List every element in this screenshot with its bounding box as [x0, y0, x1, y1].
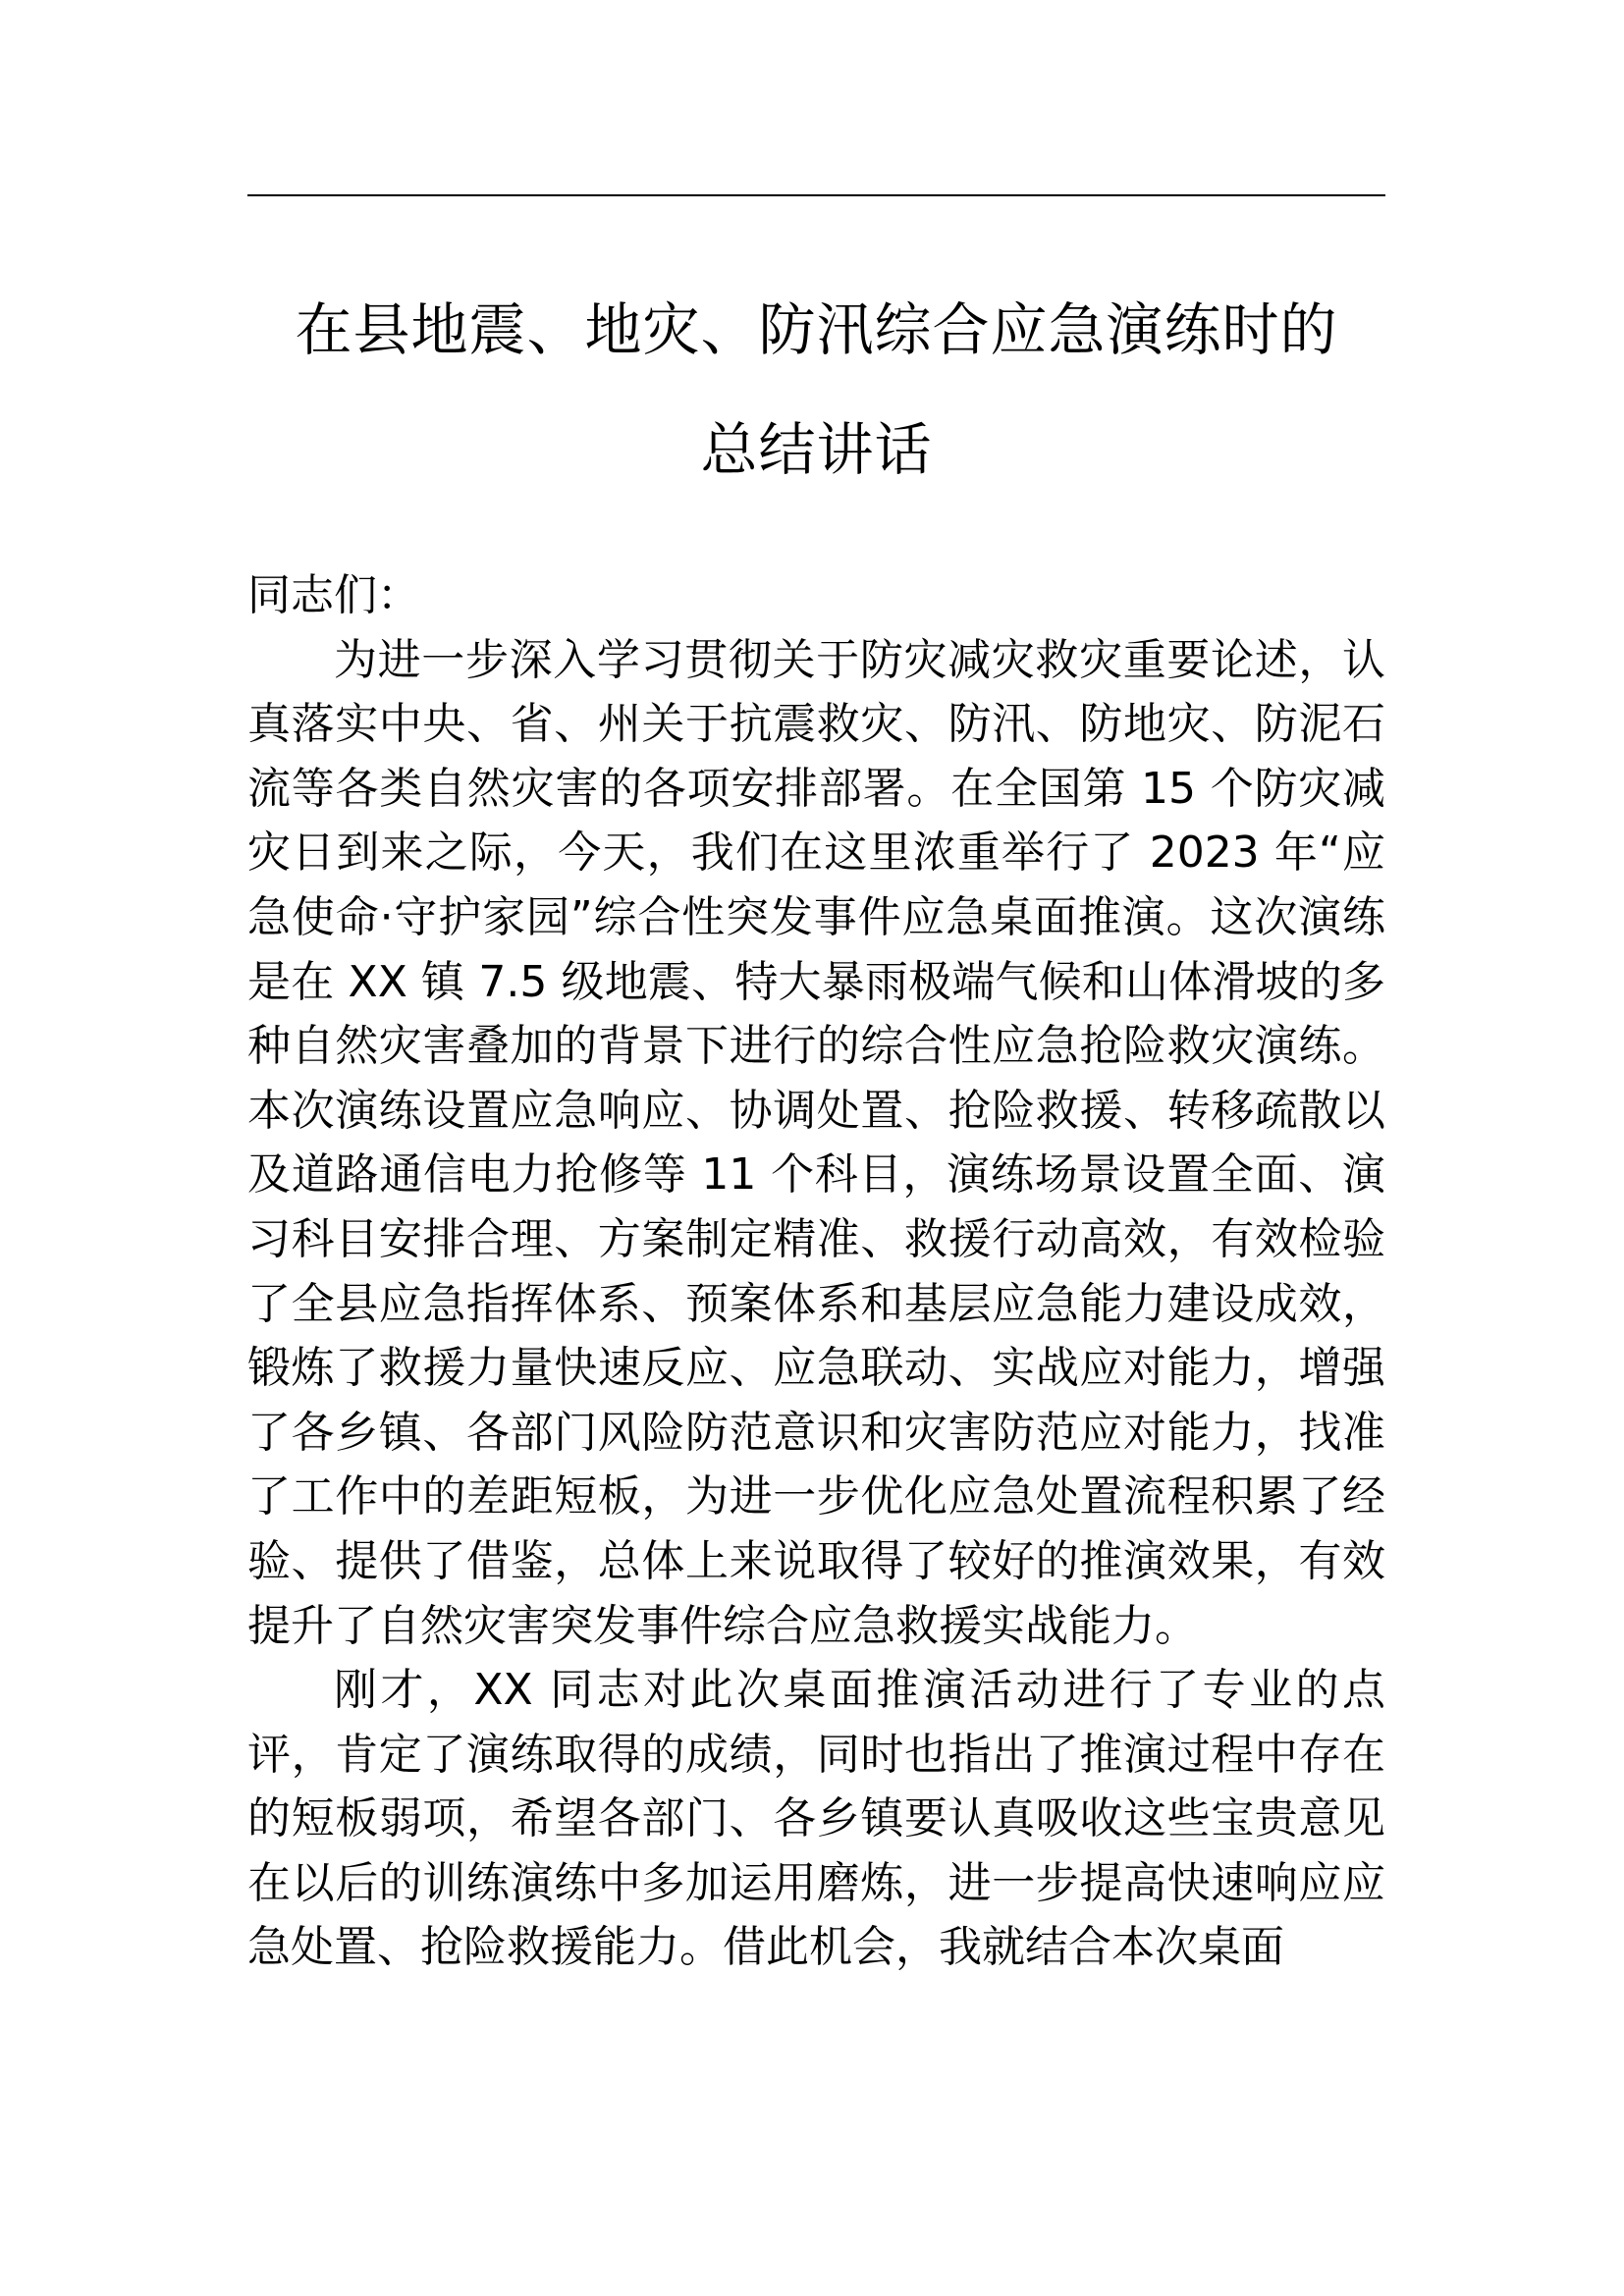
document-body: [247, 563, 1385, 1980]
paragraph-1: 为进一步深入学习贯彻关于防灾减灾救灾重要论述，认真落实中央、省、州关于抗震救灾、防汛、防地灾、防泥石流等各类自然灾害的各项安排部署。在全国第 15 个防灾减灾日到来之际，今天，我们在这里浓重举行了 2023 年“应急使命·守护家园”综合性突发事件应急桌面推演。这次演练是在 XX 镇 7.5 级地震、特大暴雨极端气候和山体滑坡的多种自然灾害叠加的背景下进行的综合性应急抢险救灾演练。本次演练设置应急响应、协调处置、抢险救援、转移疏散以及道路通信电力抢修等 11 个科目，演练场景设置全面、演习科目安排合理、方案制定精准、救援行动高效，有效检验了全县应急指挥体系、预案体系和基层应急能力建设成效，锻炼了救援力量快速反应、应急联动、实战应对能力，增强了各乡镇、各部门风险防范意识和灾害防范应对能力，找准了工作中的差距短板，为进一步优化应急处置流程积累了经验、提供了借鉴，总体上来说取得了较好的推演效果，有效提升了自然灾害突发事件综合应急救援实战能力。: [247, 634, 1385, 1651]
document-title-line-2: 总结讲话: [700, 416, 933, 483]
header-rule: [247, 194, 1385, 196]
document-title-line-1: 在县地震、地灾、防汛综合应急演练时的: [295, 296, 1338, 363]
salutation: 同志们：: [247, 570, 420, 620]
paragraph-2: 刚才，XX 同志对此次桌面推演活动进行了专业的点评，肯定了演练取得的成绩，同时也指出了推演过程中存在的短板弱项，希望各部门、各乡镇要认真吸收这些宝贵意见在以后的训练演练中多加运用磨炼，进一步提高快速响应应急处置、抢险救援能力。借此机会，我就结合本次桌面: [247, 1665, 1385, 1973]
